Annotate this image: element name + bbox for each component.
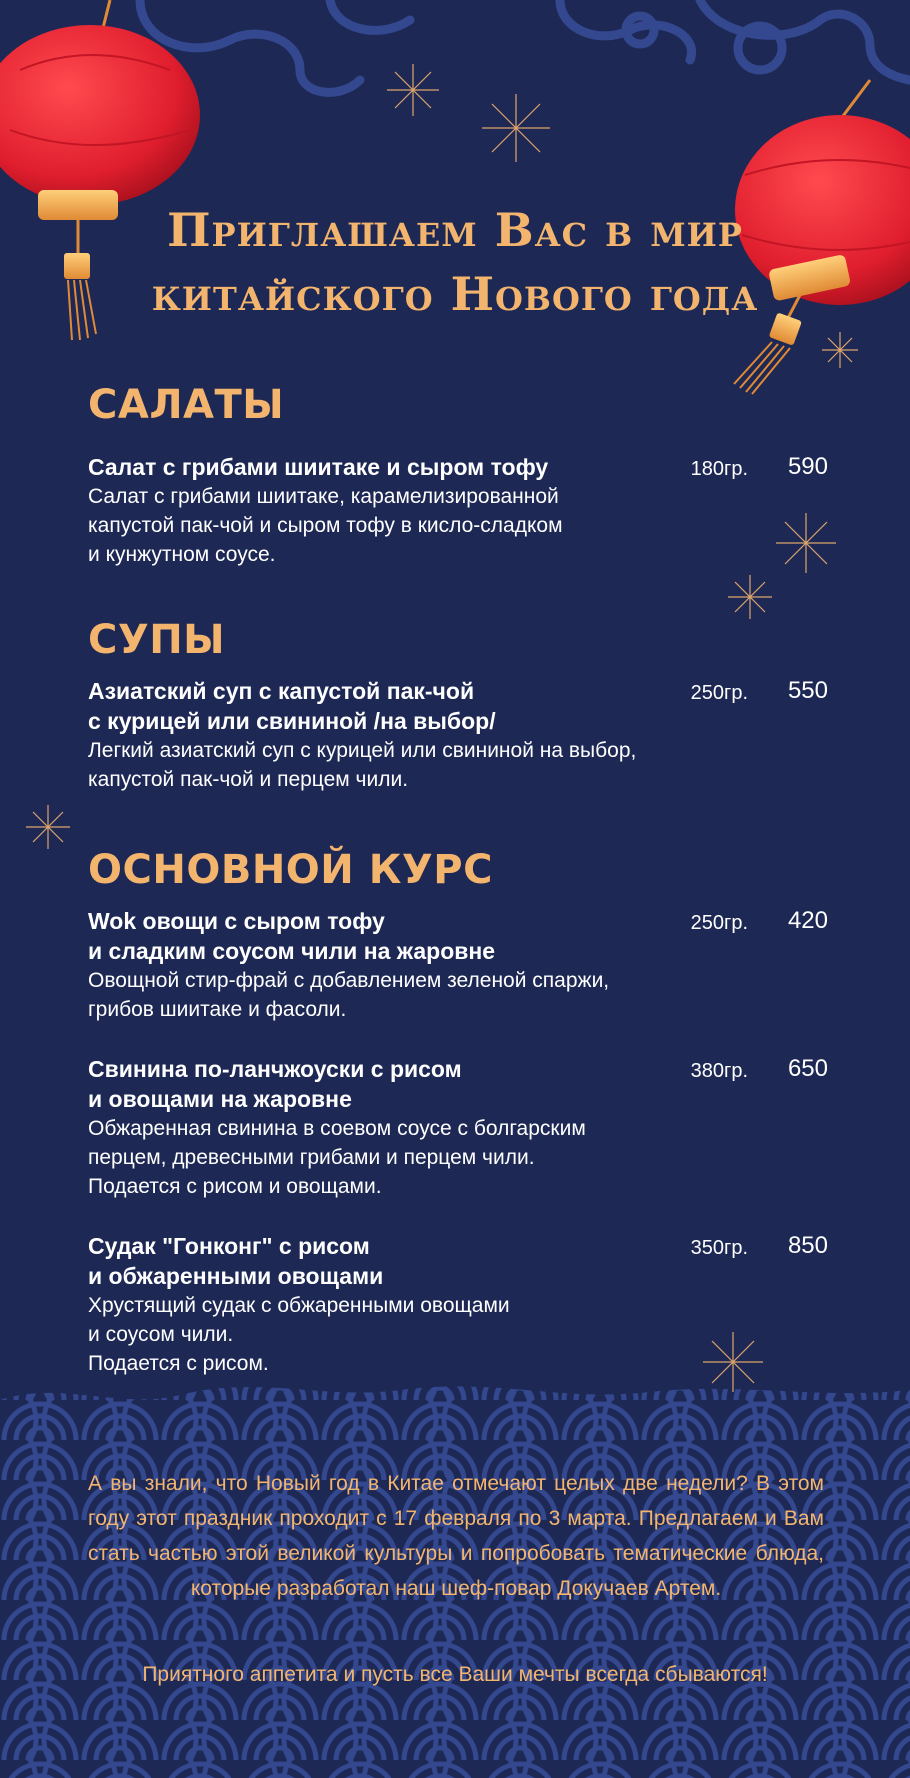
item-weight: 350гр. (690, 1237, 748, 1259)
item-price: 590 (787, 453, 828, 480)
menu-item-shiitake-salad (88, 452, 828, 569)
item-weight: 250гр. (690, 912, 748, 934)
item-weight: 180гр. (690, 458, 748, 480)
item-description: Салат с грибами шиитаке, карамелизированной капустой пак-чой и сыром тофу в кисло-сладком и кунжутном соусе. (88, 485, 563, 566)
item-name: Салат с грибами шиитаке и сыром тофу (88, 454, 549, 480)
item-description: Хрустящий судак с обжаренными овощами и соусом чили. Подается с рисом. (88, 1294, 510, 1375)
item-description: Обжаренная свинина в соевом соусе с болгарским перцем, древесными грибами и перцем чили. Подается с рисом и овощами. (88, 1117, 586, 1198)
item-description: Овощной стир-фрай с добавлением зеленой спаржи, грибов шиитаке и фасоли. (88, 969, 610, 1021)
item-price: 650 (787, 1055, 828, 1082)
menu-item-wok-vegetables (88, 906, 828, 1024)
section-heading-main-course: ОСНОВНОЙ КУРС (88, 847, 493, 893)
footer-wish: Приятного аппетита и пусть все Ваши мечты всегда сбываются! (142, 1663, 768, 1686)
item-name: Азиатский суп с капустой пак-чой с курицей или свининой /на выбор/ (88, 678, 496, 734)
item-price: 550 (787, 677, 828, 704)
item-name: Свинина по-ланчжоуски с рисом и овощами на жаровне (88, 1056, 462, 1112)
section-heading-salads: САЛАТЫ (88, 382, 285, 428)
page-title (0, 198, 910, 326)
cloud-pattern-icon (140, 0, 910, 92)
item-name: Wok овощи с сыром тофу и сладким соусом чили на жаровне (88, 908, 496, 964)
footer-note: А вы знали, что Новый год в Китае отмечают целых две недели? В этом году этот праздник проходит с 17 февраля по 3 марта. Предлагаем и Вам стать частью этой великой культуры и попробовать тематические блюда, которые разработал наш шеф-повар Докучаев Артем. (88, 1472, 824, 1600)
item-weight: 380гр. (690, 1060, 748, 1082)
menu-item-asian-soup (88, 676, 828, 794)
item-price: 850 (787, 1232, 828, 1259)
menu-item-hong-kong-zander (88, 1231, 828, 1378)
item-description: Легкий азиатский суп с курицей или свининой на выбор, капустой пак-чой и перцем чили. (88, 739, 637, 791)
title-line-2: китайского Нового года (151, 267, 759, 321)
menu-item-lanzhou-pork (88, 1054, 828, 1201)
item-price: 420 (787, 907, 828, 934)
title-line-1: Приглашаем Вас в мир (167, 203, 743, 257)
section-heading-soups: СУПЫ (88, 617, 226, 663)
item-weight: 250гр. (690, 682, 748, 704)
item-name: Судак "Гонконг" с рисом и обжаренными овощами (88, 1233, 384, 1289)
